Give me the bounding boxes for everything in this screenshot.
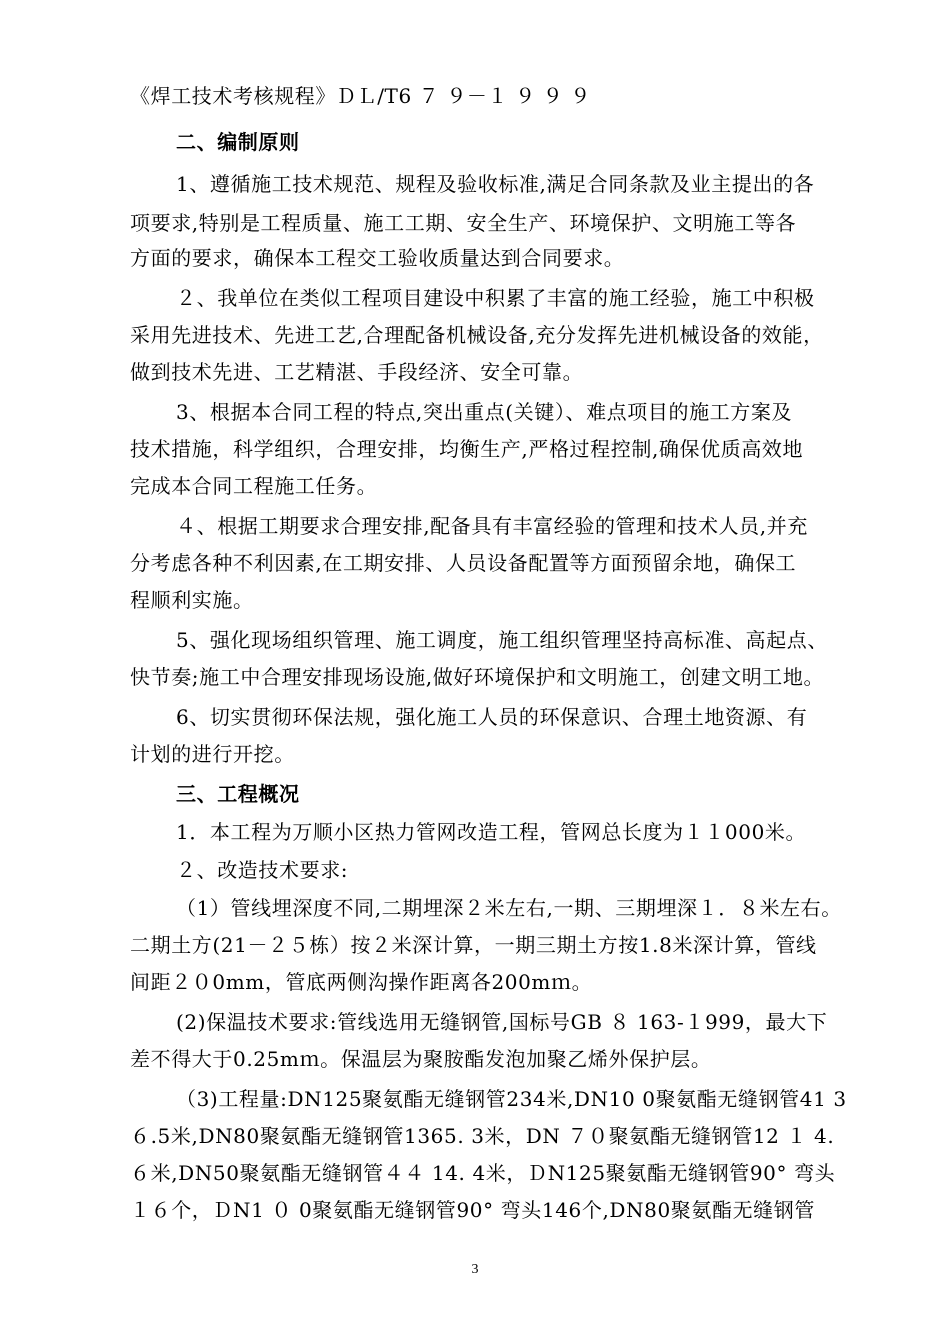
paragraph-line: 采用先进技术、先进工艺,合理配备机械设备,充分发挥先进机械设备的效能，	[130, 323, 824, 347]
paragraph-line: 项要求,特别是工程质量、施工工期、安全生产、环境保护、文明施工等各	[130, 211, 797, 235]
paragraph-line: 做到技术先进、工艺精湛、手段经济、安全可靠。	[130, 360, 584, 384]
paragraph-line: ２、我单位在类似工程项目建设中积累了丰富的施工经验，施工中积极	[176, 286, 815, 310]
paragraph-line: ６米,DN50聚氨酯无缝钢管４４ 14. 4米，ＤN125聚氨酯无缝钢管90° 弯头	[130, 1161, 836, 1185]
paragraph-line: 1．本工程为万顺小区热力管网改造工程，管网总长度为１１000米。	[176, 820, 807, 844]
paragraph-line: ２、改造技术要求:	[176, 858, 349, 882]
paragraph-line: 方面的要求，确保本工程交工验收质量达到合同要求。	[130, 246, 625, 270]
reference-standard-line: 《焊工技术考核规程》ＤＬ/T6 ７ ９－１ ９ ９ ９	[130, 84, 591, 108]
paragraph-line: 间距２０0mm，管底两侧沟操作距离各200mｍ。	[130, 970, 593, 994]
paragraph-line: 1、遵循施工技术规范、规程及验收标准,满足合同条款及业主提出的各	[176, 172, 815, 196]
paragraph-line: 二期土方(21－２５栋）按２米深计算，一期三期土方按1.8米深计算，管线	[130, 933, 817, 957]
paragraph-line: （3)工程量:DN125聚氨酯无缝钢管234米,DN10 0聚氨酯无缝钢管41 3	[176, 1087, 847, 1111]
paragraph-line: 差不得大于0.25mｍ。保温层为聚胺酯发泡加聚乙烯外保护层。	[130, 1047, 712, 1071]
paragraph-line: 5、强化现场组织管理、施工调度，施工组织管理坚持高标准、高起点、	[176, 628, 828, 652]
paragraph-line: 计划的进行开挖。	[130, 742, 295, 766]
paragraph-line: 完成本合同工程施工任务。	[130, 474, 378, 498]
paragraph-line: （1）管线埋深度不同,二期埋深２米左右,一期、三期埋深１．８米左右。	[176, 896, 842, 920]
paragraph-line: 3、根据本合同工程的特点,突出重点(关键）、难点项目的施工方案及	[176, 400, 793, 424]
paragraph-line: (2)保温技术要求:管线选用无缝钢管,国标号GB ８ 163-１999，最大下	[176, 1010, 828, 1034]
paragraph-line: 技术措施，科学组织，合理安排，均衡生产,严格过程控制,确保优质高效地	[130, 437, 804, 461]
paragraph-line: 分考虑各种不利因素,在工期安排、人员设备配置等方面预留余地，确保工	[130, 551, 797, 575]
paragraph-line: １６个，ＤN1 ０ 0聚氨酯无缝钢管90° 弯头146个,DN80聚氨酯无缝钢管	[130, 1198, 815, 1222]
paragraph-line: ４、根据工期要求合理安排,配备具有丰富经验的管理和技术人员,并充	[176, 514, 808, 538]
paragraph-line: ６.5米,DN80聚氨酯无缝钢管1365. 3米，DN ７０聚氨酯无缝钢管12 １ 4.	[130, 1124, 835, 1148]
section-heading-overview: 三、工程概况	[176, 782, 300, 806]
paragraph-line: 程顺利实施。	[130, 588, 254, 612]
paragraph-line: 快节奏;施工中合理安排现场设施,做好环境保护和文明施工，创建文明工地。	[130, 665, 825, 689]
paragraph-line: 6、切实贯彻环保法规，强化施工人员的环保意识、合理土地资源、有	[176, 705, 808, 729]
page-number: 3	[471, 1262, 479, 1277]
section-heading-principles: 二、编制原则	[176, 130, 300, 154]
